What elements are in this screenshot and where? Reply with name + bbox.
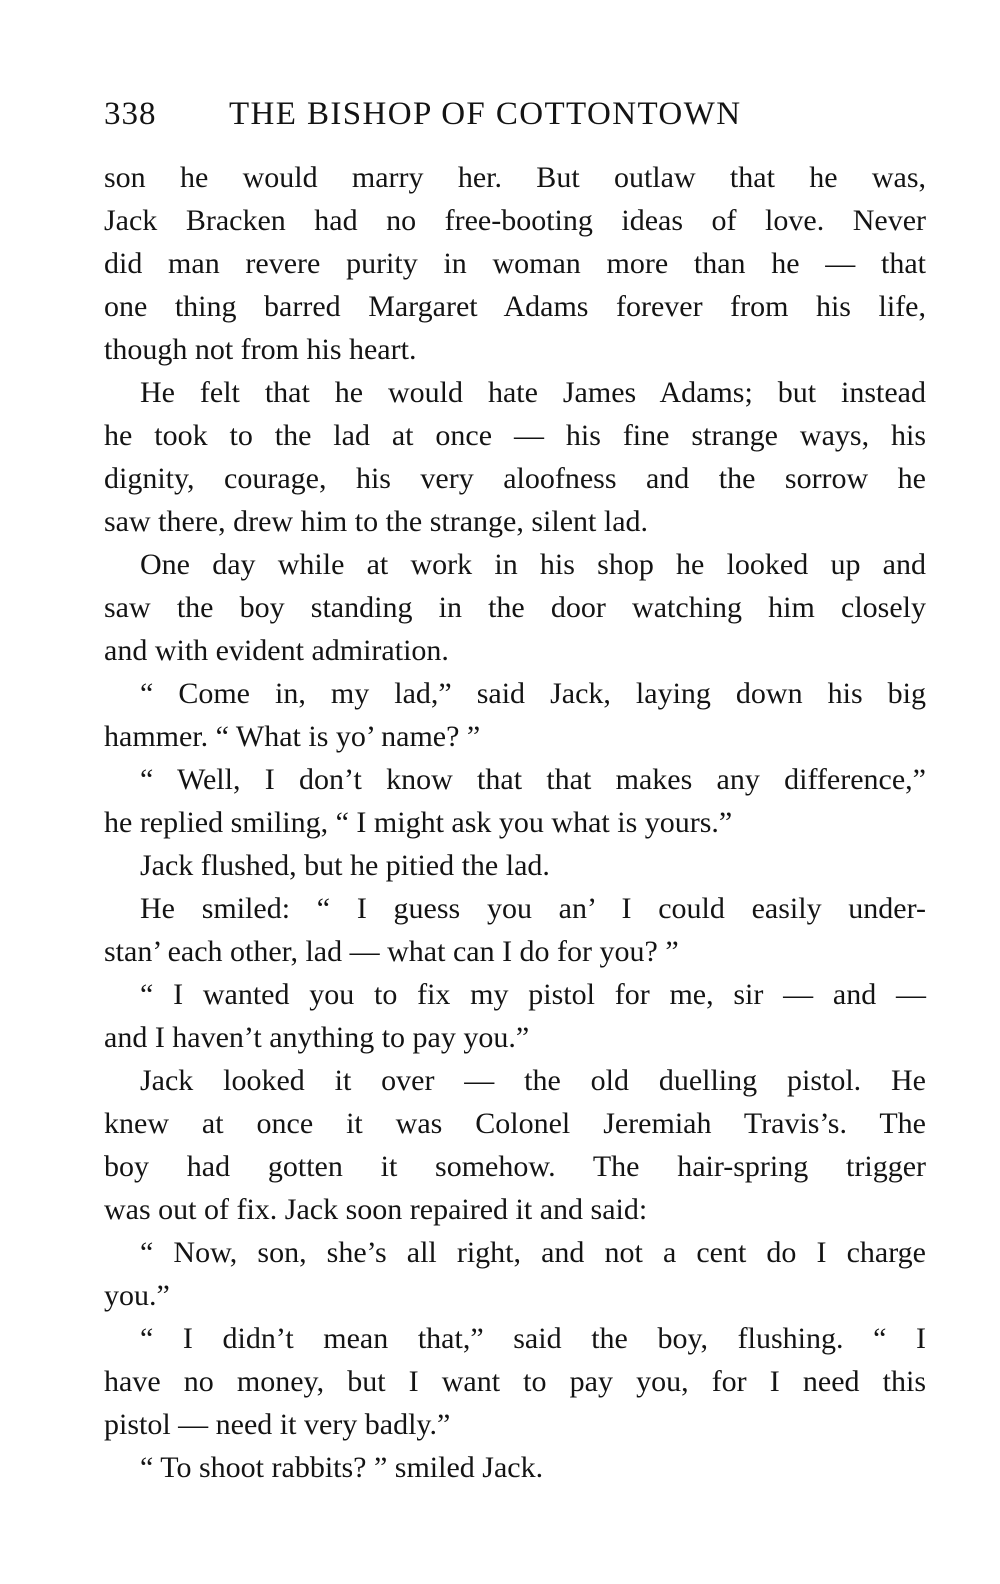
text-line: stan’ each other, lad — what can I do for you? ” — [104, 935, 679, 968]
text-line: Jack Bracken had no free-booting ideas of love. Never — [104, 204, 926, 237]
text-line: he took to the lad at once — his fine strange ways, his — [104, 419, 926, 452]
text-line: “ I wanted you to fix my pistol for me, sir — and — — [140, 978, 926, 1011]
text-line: He felt that he would hate James Adams; but instead — [140, 376, 926, 409]
text-line: though not from his heart. — [104, 333, 417, 366]
text-line: boy had gotten it somehow. The hair-spring trigger — [104, 1150, 926, 1183]
text-line: dignity, courage, his very aloofness and the sorrow he — [104, 462, 926, 495]
body-text — [104, 156, 926, 1489]
paragraph — [104, 758, 926, 844]
text-line: and with evident admiration. — [104, 634, 449, 667]
paragraph — [104, 1231, 926, 1317]
text-line: was out of fix. Jack soon repaired it and said: — [104, 1193, 648, 1226]
text-line: Jack looked it over — the old duelling pistol. He — [140, 1064, 926, 1097]
text-line: did man revere purity in woman more than he — that — [104, 247, 926, 280]
text-line: “ Now, son, she’s all right, and not a cent do I charge — [140, 1236, 926, 1269]
running-head — [104, 92, 926, 136]
paragraph — [104, 973, 926, 1059]
page-number: 338 — [104, 96, 157, 132]
text-line: knew at once it was Colonel Jeremiah Travis’s. The — [104, 1107, 926, 1140]
paragraph — [104, 887, 926, 973]
text-line: you.” — [104, 1279, 170, 1312]
text-line: One day while at work in his shop he looked up and — [140, 548, 926, 581]
text-line: son he would marry her. But outlaw that he was, — [104, 161, 926, 194]
text-line: “ Come in, my lad,” said Jack, laying down his big — [140, 677, 926, 710]
paragraph — [104, 543, 926, 672]
text-line: “ I didn’t mean that,” said the boy, flushing. “ I — [140, 1322, 926, 1355]
paragraph — [104, 1317, 926, 1446]
paragraph — [104, 156, 926, 371]
paragraph — [104, 672, 926, 758]
text-line: Jack flushed, but he pitied the lad. — [140, 849, 550, 882]
text-line: saw the boy standing in the door watching him closely — [104, 591, 926, 624]
text-line: he replied smiling, “ I might ask you what is yours.” — [104, 806, 733, 839]
paragraph — [104, 844, 926, 887]
text-line: pistol — need it very badly.” — [104, 1408, 451, 1441]
paragraph — [104, 1059, 926, 1231]
text-line: one thing barred Margaret Adams forever from his life, — [104, 290, 926, 323]
running-title: THE BISHOP OF COTTONTOWN — [229, 96, 742, 132]
text-line: “ Well, I don’t know that that makes any difference,” — [140, 763, 926, 796]
text-line: have no money, but I want to pay you, for I need this — [104, 1365, 926, 1398]
text-line: “ To shoot rabbits? ” smiled Jack. — [140, 1451, 544, 1484]
text-line: He smiled: “ I guess you an’ I could easily under- — [140, 892, 926, 925]
text-line: hammer. “ What is yo’ name? ” — [104, 720, 481, 753]
text-line: saw there, drew him to the strange, silent lad. — [104, 505, 649, 538]
text-line: and I haven’t anything to pay you.” — [104, 1021, 530, 1054]
paragraph — [104, 1446, 926, 1489]
paragraph — [104, 371, 926, 543]
